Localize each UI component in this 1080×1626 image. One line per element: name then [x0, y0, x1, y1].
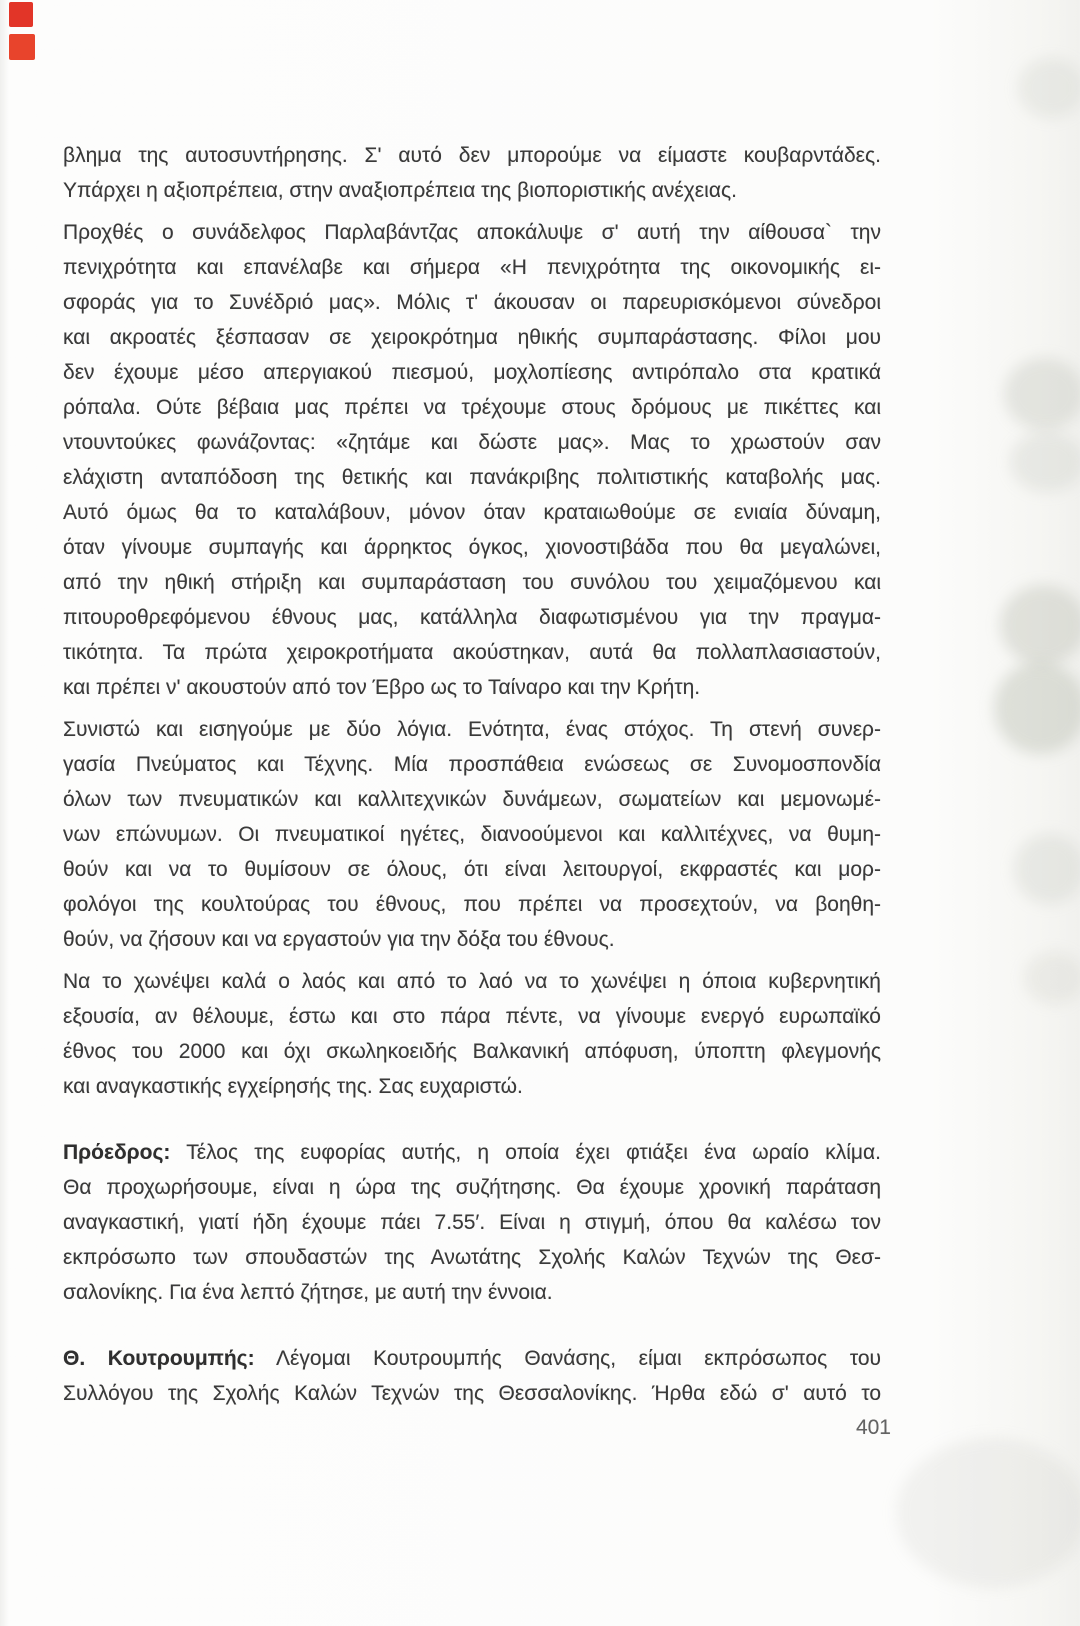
text-line: βλημα της αυτοσυντήρησης. Σ' αυτό δεν μπορούμε να είμαστε κουβαρντάδες. [63, 144, 881, 167]
text-line: ελάχιστη ανταπόδοση της θετικής και πανάκριβης πολιτιστικής καταβολής μας. [63, 466, 881, 489]
text-line: και πρέπει ν' ακουστούν από τον Έβρο ως το Ταίναρο και την Κρήτη. [63, 676, 701, 699]
text-line: Συνιστώ και εισηγούμε με δύο λόγια. Ενότητα, ένας στόχος. Τη στενή συνερ- [63, 718, 881, 741]
scan-smudge [896, 1438, 1080, 1588]
text-line: εκπρόσωπο των σπουδαστών της Ανωτάτης Σχολής Καλών Τεχνών της Θεσ- [63, 1246, 881, 1269]
red-index-tab-2 [9, 34, 35, 60]
text-line: αναγκαστική, γιατί ήδη έχουμε πάει 7.55′. Είναι η στιγμή, όπου θα καλέσω τον [63, 1211, 881, 1234]
scan-smudge [1000, 585, 1080, 665]
paragraph [63, 215, 881, 705]
scan-smudge [994, 662, 1080, 754]
text-block [63, 138, 881, 1411]
text-line: νων επώνυμων. Οι πνευματικοί ηγέτες, διανοούμενοι και καλλιτέχνες, να θυμη- [63, 823, 881, 846]
text-line: και αναγκαστικής εγχείρησής της. Σας ευχαριστώ. [63, 1075, 523, 1098]
text-line: τικότητα. Τα πρώτα χειροκροτήματα ακούστηκαν, αυτά θα πολλαπλασιαστούν, [63, 641, 881, 664]
text-line: σαλονίκης. Για ένα λεπτό ζήτησε, με αυτή την έννοια. [63, 1281, 553, 1304]
red-index-tab-1 [9, 2, 33, 27]
text-line: Συλλόγου της Σχολής Καλών Τεχνών της Θεσσαλονίκης. Ήρθα εδώ σ' αυτό το [63, 1382, 881, 1405]
scan-smudge [1014, 834, 1080, 904]
paragraph [63, 138, 881, 208]
scan-smudge [1004, 358, 1080, 430]
text-line: Να το χωνέψει καλά ο λαός και από το λαό να το χωνέψει η όποια κυβερνητική [63, 970, 881, 993]
text-line: θούν και να το θυμίσουν σε όλους, ότι είναι λειτουργοί, εκφραστές και μορ- [63, 858, 881, 881]
text-line: δεν έχουμε μέσο απεργιακού πιεσμού, μοχλοπίεσης αντιρόπαλο στα κρατικά [63, 361, 881, 384]
text-line: σφοράς για το Συνέδριό μας». Μόλις τ' άκουσαν οι παρευρισκόμενοι σύνεδροι [63, 291, 881, 314]
text-line: Θ. Κουτρουμπής: Λέγομαι Κουτρουμπής Θανάσης, είμαι εκπρόσωπος του [63, 1347, 881, 1370]
page-number: 401 [855, 1416, 891, 1439]
text-line: πιτουροθρεφόμενου έθνους μας, κατάλληλα διαφωτισμένου για την πραγμα- [63, 606, 881, 629]
paragraph [63, 964, 881, 1104]
speaker-name: Θ. Κουτρουμπής: [63, 1347, 255, 1370]
text-line: εξουσία, αν θέλουμε, έστω και στο πάρα πέντε, να γίνουμε ενεργό ευρωπαϊκό [63, 1005, 881, 1028]
text-line: Προχθές ο συνάδελφος Παρλαβάντζας αποκάλυψε σ' αυτή την αίθουσα` την [63, 221, 881, 244]
scan-smudge [1010, 432, 1080, 492]
text-line: πενιχρότητα και επανέλαβε και σήμερα «Η πενιχρότητα της οικονομικής ει- [63, 256, 881, 279]
text-line: Πρόεδρος: Τέλος της ευφορίας αυτής, η οποία έχει φτιάξει ένα ωραίο κλίμα. [63, 1141, 881, 1164]
text-line: Αυτό όμως θα το καταλάβουν, μόνον όταν κραταιωθούμε σε ενιαία δύναμη, [63, 501, 881, 524]
scan-left-edge [0, 0, 9, 1626]
scan-smudge [1024, 952, 1080, 1004]
paragraph [63, 1341, 881, 1411]
text-line: Υπάρχει η αξιοπρέπεια, στην αναξιοπρέπεια της βιοποριστικής ανέχειας. [63, 179, 737, 202]
text-line: θούν, να ζήσουν και να εργαστούν για την δόξα του έθνους. [63, 928, 615, 951]
text-line: έθνος του 2000 και όχι σκωληκοειδής Βαλκανική απόφυση, ύποπτη φλεγμονής [63, 1040, 881, 1063]
text-line: και ακροατές ξέσπασαν σε χειροκρότημα ηθικής συμπαράστασης. Φίλοι μου [63, 326, 881, 349]
text-line: όταν γίνουμε συμπαγής και άρρηκτος όγκος, χιονοστιβάδα που θα μεγαλώνει, [63, 536, 881, 559]
text-line: ρόπαλα. Ούτε βέβαια μας πρέπει να τρέχουμε στους δρόμους με πικέττες και [63, 396, 881, 419]
text-line: όλων των πνευματικών και καλλιτεχνικών δυνάμεων, σωματείων και μεμονωμέ- [63, 788, 881, 811]
text-line: γασία Πνεύματος και Τέχνης. Μία προσπάθεια ενώσεως σε Συνομοσπονδία [63, 753, 881, 776]
text-line: από την ηθική στήριξη και συμπαράσταση του συνόλου του χειμαζόμενου και [63, 571, 881, 594]
text-line: ντουντούκες φωνάζοντας: «ζητάμε και δώστε μας». Μας το χρωστούν σαν [63, 431, 881, 454]
paragraph [63, 712, 881, 957]
scan-smudge [1018, 58, 1080, 118]
speaker-name: Πρόεδρος: [63, 1141, 171, 1164]
paragraph [63, 1135, 881, 1310]
text-line: Θα προχωρήσουμε, είναι η ώρα της συζήτησης. Θα έχουμε χρονική παράταση [63, 1176, 881, 1199]
text-line: φολόγοι της κουλτούρας του έθνους, που πρέπει να προσεχτούν, να βοηθη- [63, 893, 881, 916]
